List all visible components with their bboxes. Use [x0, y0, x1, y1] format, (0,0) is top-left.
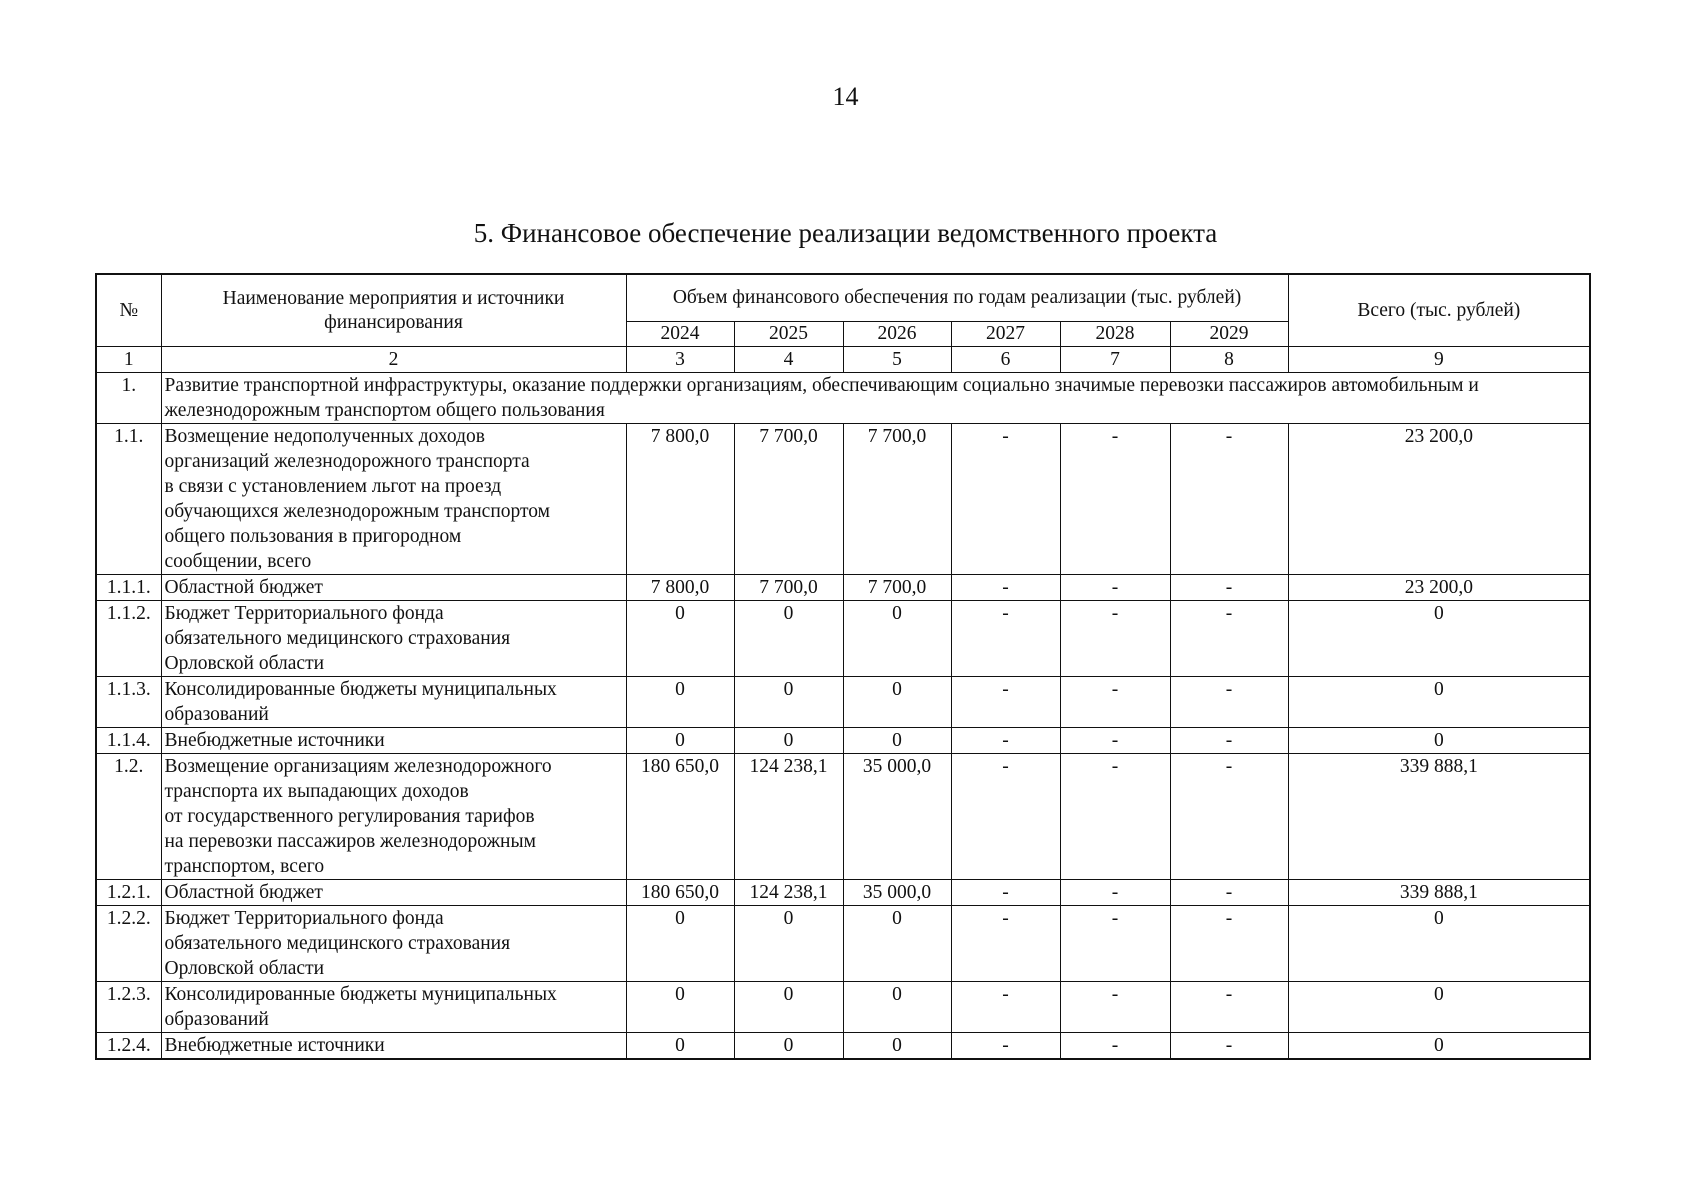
- section-row: [96, 373, 1590, 424]
- row-name: Внебюджетные источники: [161, 728, 626, 754]
- row-value-2027: -: [951, 424, 1060, 575]
- row-value-2024: 0: [626, 906, 734, 982]
- header-year: 2025: [734, 322, 843, 347]
- row-name: Внебюджетные источники: [161, 1033, 626, 1060]
- row-num: 1.2.1.: [96, 880, 161, 906]
- row-name: Консолидированные бюджеты муниципальных образований: [161, 677, 626, 728]
- row-value-2026: 35 000,0: [843, 880, 951, 906]
- row-value-2029: -: [1170, 575, 1288, 601]
- row-num: 1.2.2.: [96, 906, 161, 982]
- column-number: 2: [161, 347, 626, 373]
- header-name: Наименование мероприятия и источники финансирования: [161, 274, 626, 347]
- row-value-2028: -: [1060, 906, 1170, 982]
- row-value-2027: -: [951, 880, 1060, 906]
- column-numbers-row: [96, 347, 1590, 373]
- row-value-2025: 7 700,0: [734, 575, 843, 601]
- row-value-2026: 7 700,0: [843, 575, 951, 601]
- column-number: 3: [626, 347, 734, 373]
- column-number: 5: [843, 347, 951, 373]
- section-text: Развитие транспортной инфраструктуры, оказание поддержки организациям, обеспечивающим социально значимые перевозки пассажиров автомобильным и железнодорожным транспортом общего пользования: [161, 373, 1590, 424]
- row-value-2024: 0: [626, 677, 734, 728]
- row-num: 1.1.1.: [96, 575, 161, 601]
- row-total: 0: [1288, 906, 1590, 982]
- row-value-2029: -: [1170, 601, 1288, 677]
- row-value-2027: -: [951, 754, 1060, 880]
- row-value-2024: 0: [626, 601, 734, 677]
- header-year: 2029: [1170, 322, 1288, 347]
- table-row: [96, 677, 1590, 728]
- row-value-2028: -: [1060, 982, 1170, 1033]
- row-value-2024: 0: [626, 1033, 734, 1060]
- row-value-2027: -: [951, 677, 1060, 728]
- table-row: [96, 906, 1590, 982]
- row-total: 0: [1288, 601, 1590, 677]
- row-num: 1.2.4.: [96, 1033, 161, 1060]
- row-value-2025: 0: [734, 728, 843, 754]
- header-num: №: [96, 274, 161, 347]
- row-value-2028: -: [1060, 601, 1170, 677]
- header-volume: Объем финансового обеспечения по годам реализации (тыс. рублей): [626, 274, 1288, 322]
- row-value-2029: -: [1170, 677, 1288, 728]
- row-value-2028: -: [1060, 677, 1170, 728]
- row-num: 1.1.2.: [96, 601, 161, 677]
- table-row: [96, 754, 1590, 880]
- row-total: 0: [1288, 982, 1590, 1033]
- table-row: [96, 880, 1590, 906]
- row-value-2028: -: [1060, 1033, 1170, 1060]
- row-num: 1.2.: [96, 754, 161, 880]
- table-row: [96, 424, 1590, 575]
- row-value-2024: 0: [626, 982, 734, 1033]
- row-value-2027: -: [951, 982, 1060, 1033]
- row-value-2027: -: [951, 575, 1060, 601]
- row-value-2025: 0: [734, 677, 843, 728]
- section-num: 1.: [96, 373, 161, 424]
- row-value-2029: -: [1170, 1033, 1288, 1060]
- financing-table: [95, 273, 1591, 1060]
- row-value-2028: -: [1060, 728, 1170, 754]
- row-value-2027: -: [951, 906, 1060, 982]
- column-number: 8: [1170, 347, 1288, 373]
- row-name: Бюджет Территориального фонда обязательного медицинского страхования Орловской области: [161, 906, 626, 982]
- row-value-2027: -: [951, 601, 1060, 677]
- row-value-2026: 0: [843, 906, 951, 982]
- row-num: 1.1.: [96, 424, 161, 575]
- row-value-2029: -: [1170, 880, 1288, 906]
- row-value-2028: -: [1060, 880, 1170, 906]
- row-value-2024: 180 650,0: [626, 754, 734, 880]
- row-name: Областной бюджет: [161, 575, 626, 601]
- row-value-2025: 0: [734, 982, 843, 1033]
- row-value-2026: 35 000,0: [843, 754, 951, 880]
- column-number: 7: [1060, 347, 1170, 373]
- column-number: 1: [96, 347, 161, 373]
- row-value-2026: 7 700,0: [843, 424, 951, 575]
- header-year: 2027: [951, 322, 1060, 347]
- row-value-2028: -: [1060, 754, 1170, 880]
- header-year: 2028: [1060, 322, 1170, 347]
- row-name: Консолидированные бюджеты муниципальных образований: [161, 982, 626, 1033]
- row-total: 0: [1288, 728, 1590, 754]
- table-row: [96, 575, 1590, 601]
- row-value-2026: 0: [843, 982, 951, 1033]
- row-num: 1.1.4.: [96, 728, 161, 754]
- column-number: 6: [951, 347, 1060, 373]
- row-value-2029: -: [1170, 754, 1288, 880]
- row-total: 339 888,1: [1288, 754, 1590, 880]
- row-value-2029: -: [1170, 424, 1288, 575]
- row-value-2026: 0: [843, 728, 951, 754]
- table-row: [96, 601, 1590, 677]
- row-value-2028: -: [1060, 424, 1170, 575]
- table-row: [96, 728, 1590, 754]
- row-value-2026: 0: [843, 1033, 951, 1060]
- row-value-2024: 0: [626, 728, 734, 754]
- row-value-2024: 7 800,0: [626, 575, 734, 601]
- row-total: 23 200,0: [1288, 575, 1590, 601]
- header-year: 2026: [843, 322, 951, 347]
- row-name: Бюджет Территориального фонда обязательного медицинского страхования Орловской области: [161, 601, 626, 677]
- row-value-2026: 0: [843, 601, 951, 677]
- row-value-2026: 0: [843, 677, 951, 728]
- column-number: 4: [734, 347, 843, 373]
- table-row: [96, 982, 1590, 1033]
- row-name: Возмещение организациям железнодорожного транспорта их выпадающих доходов от государственного регулирования тарифов на перевозки пассажиров железнодорожным транспортом, всего: [161, 754, 626, 880]
- row-value-2025: 0: [734, 906, 843, 982]
- row-value-2025: 124 238,1: [734, 754, 843, 880]
- row-value-2025: 0: [734, 1033, 843, 1060]
- row-num: 1.1.3.: [96, 677, 161, 728]
- row-value-2025: 7 700,0: [734, 424, 843, 575]
- row-value-2028: -: [1060, 575, 1170, 601]
- row-value-2029: -: [1170, 982, 1288, 1033]
- row-name: Областной бюджет: [161, 880, 626, 906]
- row-total: 0: [1288, 677, 1590, 728]
- page-number: 14: [832, 82, 859, 111]
- row-num: 1.2.3.: [96, 982, 161, 1033]
- row-total: 23 200,0: [1288, 424, 1590, 575]
- row-value-2027: -: [951, 1033, 1060, 1060]
- row-total: 0: [1288, 1033, 1590, 1060]
- page-title: 5. Финансовое обеспечение реализации ведомственного проекта: [473, 218, 1218, 248]
- row-value-2027: -: [951, 728, 1060, 754]
- table-row: [96, 1033, 1590, 1060]
- row-value-2025: 124 238,1: [734, 880, 843, 906]
- header-year: 2024: [626, 322, 734, 347]
- row-value-2024: 7 800,0: [626, 424, 734, 575]
- row-value-2029: -: [1170, 728, 1288, 754]
- row-value-2025: 0: [734, 601, 843, 677]
- row-total: 339 888,1: [1288, 880, 1590, 906]
- row-value-2029: -: [1170, 906, 1288, 982]
- row-name: Возмещение недополученных доходов организаций железнодорожного транспорта в связи с установлением льгот на проезд обучающихся железнодорожным транспортом общего пользования в пригородном сообщении, всего: [161, 424, 626, 575]
- header-total: Всего (тыс. рублей): [1288, 274, 1590, 347]
- column-number: 9: [1288, 347, 1590, 373]
- header-row-1: [96, 274, 1590, 322]
- row-value-2024: 180 650,0: [626, 880, 734, 906]
